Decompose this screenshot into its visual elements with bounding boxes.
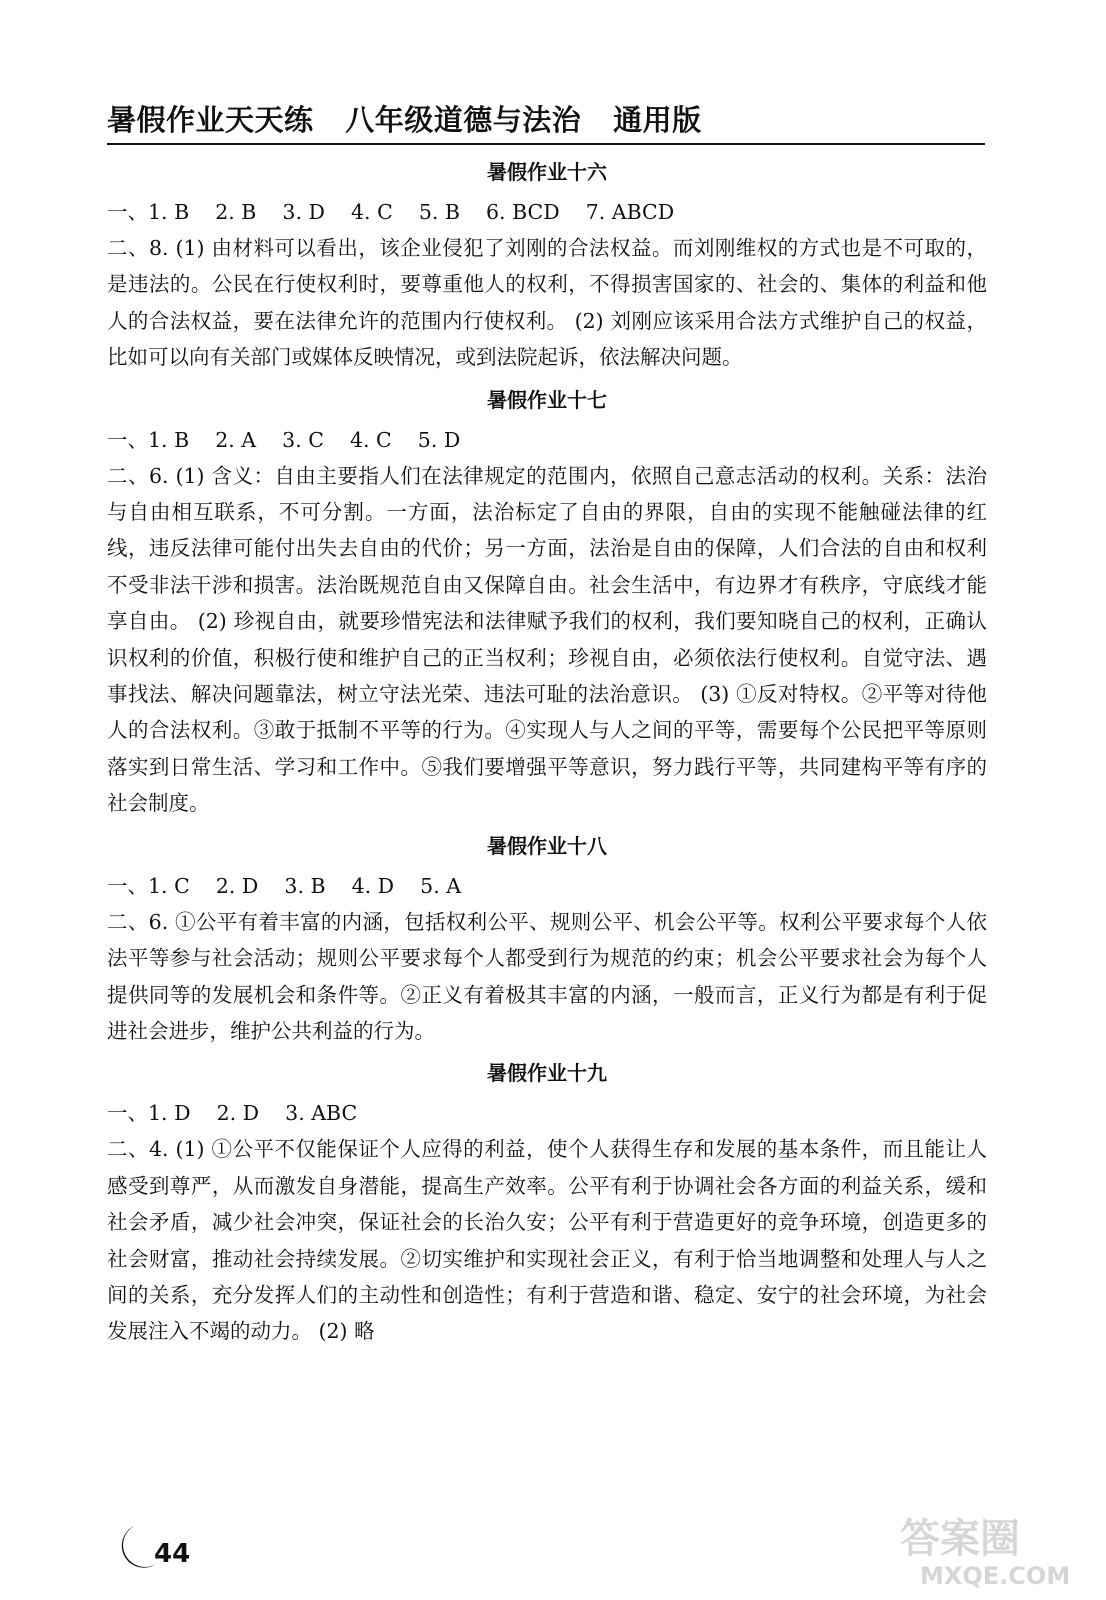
subjective-answer: 二、6. (1) 含义：自由主要指人们在法律规定的范围内，依照自己意志活动的权利。关系：法治与自由相互联系，不可分割。一方面，法治标定了自由的界限，自由的实现不能触碰法律的红线，违反法律可能付出失去自由的代价；另一方面，法治是自由的保障，人们合法的自由和权利不受非法干涉和损害。法治既规范自由又保障自由。社会生活中，有边界才有秩序，守底线才能享自由。 (2) 珍视自由，就要珍惜宪法和法律赋予我们的权利，我们要知晓自己的权利，正确认识权利的价值，积极行使和维护自己的正当权利；珍视自由，必须依法行使权利。自觉守法、遇事找法、解决问题靠法，树立守法光荣、违法可耻的法治意识。 (3) ①反对特权。②平等对待他人的合法权利。③敢于抵制不平等的行为。④实现人与人之间的平等，需要每个公民把平等原则落实到日常生活、学习和工作中。⑤我们要增强平等意识，努力践行平等，共同建构平等有序的社会制度。 [107, 463, 987, 816]
subjective-answer: 二、8. (1) 由材料可以看出，该企业侵犯了刘刚的合法权益。而刘刚维权的方式也是不可取的，是违法的。公民在行使权利时，要尊重他人的权利，不得损害国家的、社会的、集体的利益和他人的合法权益，要在法律允许的范围内行使权利。 (2) 刘刚应该采用合法方式维护自己的权益，比如可以向有关部门或媒体反映情况，或到法院起诉，依法解决问题。 [107, 236, 987, 370]
moon-page-number-badge [112, 1522, 208, 1572]
answer-content [107, 150, 987, 1352]
section-title: 暑假作业十八 [487, 833, 607, 858]
section-title: 暑假作业十七 [487, 387, 607, 412]
crescent-moon-icon [122, 1526, 156, 1568]
page-number: 44 [154, 1539, 191, 1569]
watermark-url: MXQE.COM [920, 1562, 1071, 1590]
site-watermark [880, 1510, 1100, 1590]
subjective-answer: 二、4. (1) ①公平不仅能保证个人应得的利益，使个人获得生存和发展的基本条件，而且能让人感受到尊严，从而激发自身潜能，提高生产效率。公平有利于协调社会各方面的利益关系，缓和社会矛盾，减少社会冲突，保证社会的长治久安；公平有利于营造更好的竞争环境，创造更多的社会财富，推动社会持续发展。②切实维护和实现社会正义，有利于恰当地调整和处理人与人之间的关系，充分发挥人们的主动性和创造性；有利于营造和谐、稳定、安宁的社会环境，为社会发展注入不竭的动力。 (2) 略 [107, 1137, 987, 1344]
page-header-title: 暑假作业天天练 八年级道德与法治 通用版 [107, 103, 702, 137]
choice-answers: 一、1. B 2. A 3. C 4. C 5. D [107, 427, 461, 452]
section-title: 暑假作业十九 [487, 1061, 607, 1086]
subjective-answer: 二、6. ①公平有着丰富的内涵，包括权利公平、规则公平、机会公平等。权利公平要求每个人依法平等参与社会活动；规则公平要求每个人都受到行为规范的约束；机会公平要求社会为每个人提供同等的发展机会和条件等。②正义有着极其丰富的内涵，一般而言，正义行为都是有利于促进社会进步，维护公共利益的行为。 [107, 909, 987, 1043]
header-divider [107, 143, 985, 145]
choice-answers: 一、1. C 2. D 3. B 4. D 5. A [107, 873, 462, 898]
section-title: 暑假作业十六 [487, 160, 607, 184]
choice-answers: 一、1. D 2. D 3. ABC [107, 1101, 358, 1126]
choice-answers: 一、1. B 2. B 3. D 4. C 5. B 6. BCD 7. ABCD [107, 200, 675, 224]
watermark-logo-text: 答案圈 [900, 1516, 1020, 1562]
